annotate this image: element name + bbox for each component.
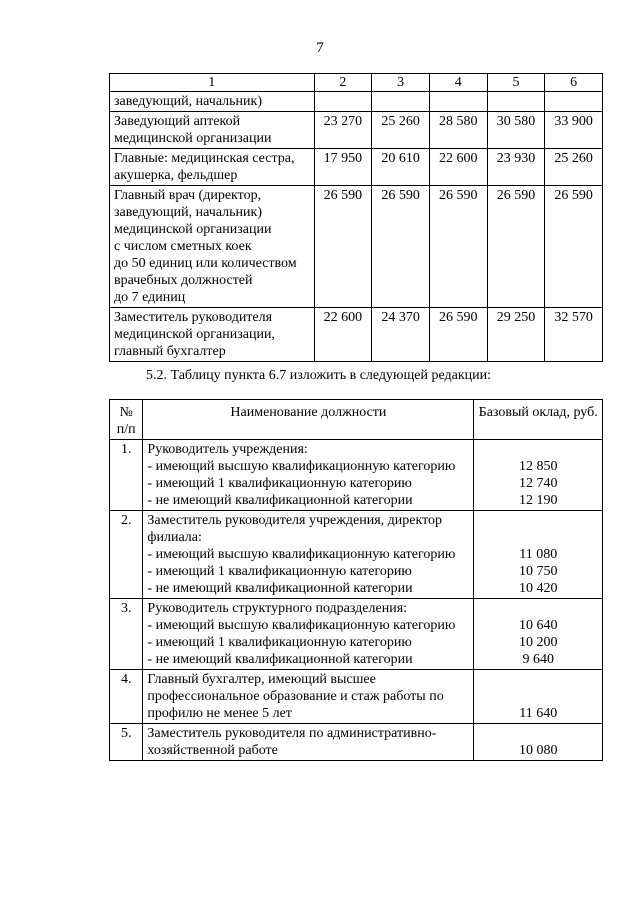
position-name bbox=[143, 599, 474, 670]
salary-value: 20 610 bbox=[372, 149, 430, 186]
salary-value: 25 260 bbox=[372, 112, 430, 149]
title-line: главный бухгалтер bbox=[114, 344, 226, 359]
table-row bbox=[110, 308, 603, 362]
salary-value: 22 600 bbox=[314, 308, 372, 362]
table-row bbox=[110, 186, 603, 308]
salary-value: 26 590 bbox=[372, 186, 430, 308]
position-line: - имеющий высшую квалификационную категорию bbox=[147, 547, 456, 562]
title-line: акушерка, фельдшер bbox=[114, 168, 238, 183]
table-row bbox=[110, 511, 603, 599]
salary-value: 28 580 bbox=[429, 112, 487, 149]
salary-value: 33 900 bbox=[545, 112, 603, 149]
position-title bbox=[110, 308, 315, 362]
table-row bbox=[110, 149, 603, 186]
table-header-row bbox=[110, 400, 603, 440]
salary-value bbox=[478, 600, 598, 617]
position-line: - не имеющий квалификационной категории bbox=[147, 493, 413, 508]
title-line: Заведующий аптекой bbox=[114, 114, 241, 129]
salary-cell bbox=[474, 599, 603, 670]
salary-cell bbox=[474, 440, 603, 511]
position-name bbox=[143, 440, 474, 511]
position-title bbox=[110, 112, 315, 149]
salary-value: 32 570 bbox=[545, 308, 603, 362]
header-cell: 6 bbox=[545, 74, 603, 92]
salary-value: 26 590 bbox=[429, 308, 487, 362]
position-line: - не имеющий квалификационной категории bbox=[147, 652, 413, 667]
position-line: - имеющий 1 квалификационную категорию bbox=[147, 564, 412, 579]
row-number: 1. bbox=[110, 440, 143, 511]
salary-cell bbox=[474, 511, 603, 599]
position-title bbox=[110, 186, 315, 308]
salary-value: 24 370 bbox=[372, 308, 430, 362]
salary-value: 10 200 bbox=[518, 635, 558, 650]
salary-value: 12 740 bbox=[518, 476, 558, 491]
title-line: Заместитель руководителя bbox=[114, 310, 273, 325]
salary-value: 10 750 bbox=[518, 564, 558, 579]
title-line: Главные: медицинская сестра, bbox=[114, 151, 295, 166]
header-position: Наименование должности bbox=[143, 400, 474, 440]
salary-value: 26 590 bbox=[429, 186, 487, 308]
amendment-text: 5.2. Таблицу пункта 6.7 изложить в следующей редакции: bbox=[146, 368, 492, 383]
title-line: медицинской организации, bbox=[114, 327, 275, 342]
title-line: заведующий, начальник) bbox=[114, 205, 262, 220]
row-number: 3. bbox=[110, 599, 143, 670]
salary-value bbox=[478, 512, 598, 546]
title-line: врачебных должностей bbox=[114, 273, 253, 288]
title-line: медицинской организации bbox=[114, 131, 272, 146]
salary-value: 26 590 bbox=[545, 186, 603, 308]
salary-cell bbox=[474, 670, 603, 724]
header-cell: 1 bbox=[110, 74, 315, 92]
row-number: 2. bbox=[110, 511, 143, 599]
position-line: Руководитель учреждения: bbox=[147, 442, 308, 457]
position-line: - имеющий высшую квалификационную категорию bbox=[147, 618, 456, 633]
salary-value: 11 080 bbox=[519, 547, 558, 562]
position-line: Руководитель структурного подразделения: bbox=[147, 601, 408, 616]
title-line: до 50 единиц или количеством bbox=[114, 256, 297, 271]
salary-value: 30 580 bbox=[487, 112, 545, 149]
salary-value: 10 420 bbox=[518, 581, 558, 596]
position-line: Главный бухгалтер, имеющий высшее профессиональное образование и стаж работы по профилю не менее 5 лет bbox=[147, 672, 444, 721]
header-cell: 3 bbox=[372, 74, 430, 92]
position-line: - не имеющий квалификационной категории bbox=[147, 581, 413, 596]
salary-value bbox=[478, 441, 598, 458]
title-line: с числом сметных коек bbox=[114, 239, 252, 254]
continuation-text: заведующий, начальник) bbox=[110, 92, 315, 112]
salary-value: 9 640 bbox=[522, 652, 554, 667]
salary-value: 29 250 bbox=[487, 308, 545, 362]
salary-value: 26 590 bbox=[487, 186, 545, 308]
row-number: 5. bbox=[110, 724, 143, 761]
header-cell: 4 bbox=[429, 74, 487, 92]
salary-table-continued bbox=[109, 73, 603, 362]
salary-value: 11 640 bbox=[519, 706, 558, 721]
table-row bbox=[110, 112, 603, 149]
title-line: медицинской организации bbox=[114, 222, 272, 237]
header-number: № п/п bbox=[110, 400, 143, 440]
position-name bbox=[143, 670, 474, 724]
table-row-continuation bbox=[110, 92, 603, 112]
salary-value: 17 950 bbox=[314, 149, 372, 186]
position-title bbox=[110, 149, 315, 186]
salary-value: 26 590 bbox=[314, 186, 372, 308]
title-line: Главный врач (директор, bbox=[114, 188, 262, 203]
position-line: - имеющий 1 квалификационную категорию bbox=[147, 476, 412, 491]
salary-value: 22 600 bbox=[429, 149, 487, 186]
position-line: Заместитель руководителя учреждения, директор филиала: bbox=[147, 513, 443, 545]
position-name bbox=[143, 724, 474, 761]
page-number: 7 bbox=[316, 40, 324, 56]
header-salary: Базовый оклад, руб. bbox=[474, 400, 603, 440]
position-line: - имеющий высшую квалификационную категорию bbox=[147, 459, 456, 474]
header-cell: 2 bbox=[314, 74, 372, 92]
table-row bbox=[110, 670, 603, 724]
position-line: Заместитель руководителя по административно-хозяйственной работе bbox=[147, 726, 437, 758]
salary-value: 23 270 bbox=[314, 112, 372, 149]
position-name bbox=[143, 511, 474, 599]
header-cell: 5 bbox=[487, 74, 545, 92]
base-salary-table bbox=[109, 399, 603, 761]
table-header-row bbox=[110, 74, 603, 92]
position-line: - имеющий 1 квалификационную категорию bbox=[147, 635, 412, 650]
table-row bbox=[110, 724, 603, 761]
row-number: 4. bbox=[110, 670, 143, 724]
salary-value: 23 930 bbox=[487, 149, 545, 186]
salary-value: 10 640 bbox=[518, 618, 558, 633]
salary-value: 12 190 bbox=[518, 493, 558, 508]
salary-value: 10 080 bbox=[518, 743, 558, 758]
salary-value: 12 850 bbox=[518, 459, 558, 474]
salary-cell bbox=[474, 724, 603, 761]
table-row bbox=[110, 440, 603, 511]
salary-value: 25 260 bbox=[545, 149, 603, 186]
table-row bbox=[110, 599, 603, 670]
title-line: до 7 единиц bbox=[114, 290, 186, 305]
